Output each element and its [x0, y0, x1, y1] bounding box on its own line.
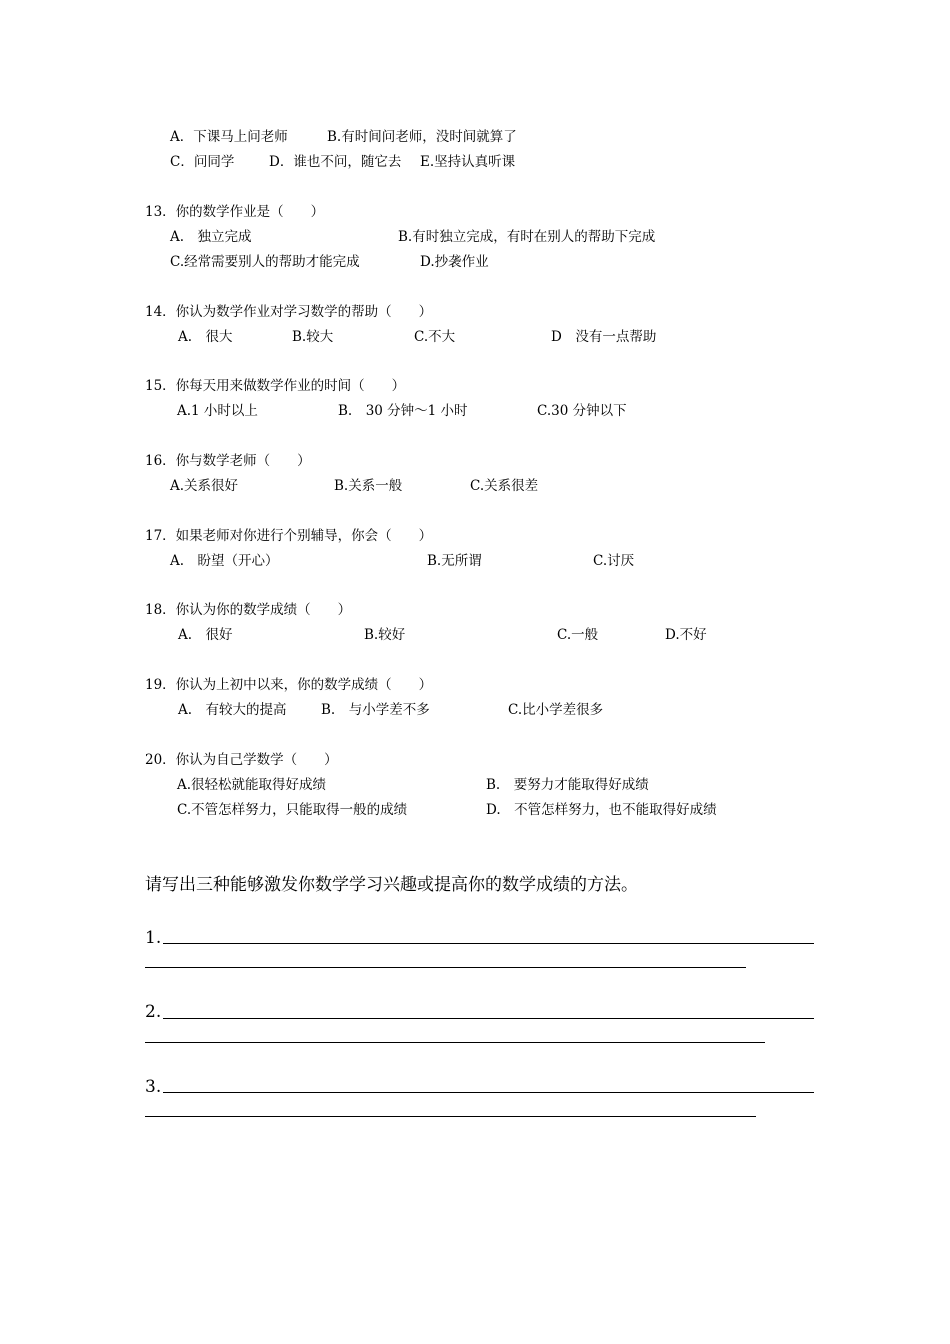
q19-option-a: A. 有较大的提高 — [178, 702, 287, 718]
q13-option-c: C.经常需要别人的帮助才能完成 — [170, 254, 360, 270]
q16-option-b: B.关系一般 — [334, 478, 403, 494]
answer-3-number: 3. — [145, 1077, 162, 1097]
q17-option-b: B.无所谓 — [427, 553, 482, 569]
answer-3-line-2[interactable] — [145, 1116, 756, 1117]
q16-option-a: A.关系很好 — [170, 478, 239, 494]
answer-2-line-1[interactable] — [163, 1018, 814, 1019]
q14-option-a: A. 很大 — [178, 329, 233, 345]
q15-title: 15．你每天用来做数学作业的时间（ ） — [145, 378, 406, 394]
q18-option-a: A. 很好 — [178, 627, 233, 643]
q12-option-b: B.有时间问老师，没时间就算了 — [327, 129, 517, 145]
q20-option-d: D. 不管怎样努力，也不能取得好成绩 — [486, 802, 717, 818]
q19-title: 19．你认为上初中以来，你的数学成绩（ ） — [145, 677, 433, 693]
q19-option-c: C.比小学差很多 — [508, 702, 604, 718]
q16-title: 16．你与数学老师（ ） — [145, 453, 311, 469]
q14-title: 14．你认为数学作业对学习数学的帮助（ ） — [145, 304, 433, 320]
q20-option-a: A.很轻松就能取得好成绩 — [177, 777, 327, 793]
answer-2-line-2[interactable] — [145, 1042, 765, 1043]
q12-option-c: C．问同学 — [170, 154, 235, 170]
q18-option-c: C.一般 — [557, 627, 599, 643]
q12-option-a: A．下课马上问老师 — [170, 129, 288, 145]
q17-option-a: A. 盼望（开心） — [170, 553, 279, 569]
q14-option-b: B.较大 — [292, 329, 334, 345]
q12-option-d: D．谁也不问，随它去 — [269, 154, 402, 170]
q13-title: 13．你的数学作业是（ ） — [145, 204, 325, 220]
answer-3-line-1[interactable] — [163, 1092, 814, 1093]
q18-option-b: B.较好 — [364, 627, 406, 643]
q19-option-b: B. 与小学差不多 — [321, 702, 430, 718]
q13-option-a: A. 独立完成 — [170, 229, 252, 245]
q12-option-e: E.坚持认真听课 — [420, 154, 516, 170]
q20-title: 20．你认为自己学数学（ ） — [145, 752, 338, 768]
q18-option-d: D.不好 — [665, 627, 707, 643]
q17-option-c: C.讨厌 — [593, 553, 635, 569]
q20-option-b: B. 要努力才能取得好成绩 — [486, 777, 649, 793]
answer-2-number: 2. — [145, 1002, 162, 1022]
q13-option-b: B.有时独立完成，有时在别人的帮助下完成 — [398, 229, 656, 245]
q14-option-d: D 没有一点帮助 — [551, 329, 657, 345]
q17-title: 17．如果老师对你进行个别辅导，你会（ ） — [145, 528, 433, 544]
answer-1-line-2[interactable] — [145, 967, 746, 968]
q15-option-b: B. 30 分钟～1 小时 — [338, 403, 468, 419]
q13-option-d: D.抄袭作业 — [420, 254, 489, 270]
answer-1-line-1[interactable] — [163, 943, 814, 944]
methods-heading: 请写出三种能够激发你数学学习兴趣或提高你的数学成绩的方法。 — [145, 875, 638, 895]
q14-option-c: C.不大 — [414, 329, 456, 345]
q18-title: 18．你认为你的数学成绩（ ） — [145, 602, 352, 618]
q15-option-a: A.1 小时以上 — [177, 403, 258, 419]
answer-1-number: 1. — [145, 928, 162, 948]
q20-option-c: C.不管怎样努力，只能取得一般的成绩 — [177, 802, 408, 818]
q16-option-c: C.关系很差 — [470, 478, 539, 494]
q15-option-c: C.30 分钟以下 — [537, 403, 627, 419]
